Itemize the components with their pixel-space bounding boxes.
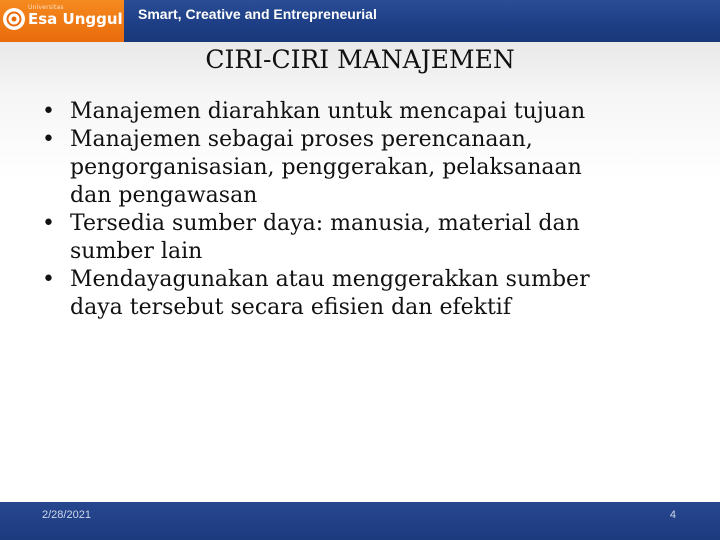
tagline: Smart, Creative and Entrepreneurial [138,6,377,22]
bullet-symbol: • [42,267,55,292]
page-number: 4 [669,509,676,521]
bullet-line: Manajemen sebagai proses perencanaan, [70,127,533,152]
university-label: Universitas [28,4,64,11]
bullet-symbol: • [42,127,55,152]
footer-bar [0,502,720,540]
logo-block [0,0,124,42]
bullet-list [42,98,690,322]
bullet-item [42,98,690,126]
bullet-line: Mendayagunakan atau menggerakkan sumber [70,267,590,292]
slide-title: CIRI-CIRI MANAJEMEN [205,45,515,74]
bullet-symbol: • [42,211,55,236]
logo-text: Esa Unggul [28,10,123,28]
bullet-item [42,210,690,266]
bullet-line: dan pengawasan [70,183,258,208]
header-bar [0,0,720,42]
footer-date: 2/28/2021 [42,509,91,521]
esa-unggul-emblem-icon [3,8,25,30]
bullet-line: Tersedia sumber daya: manusia, material dan [70,211,580,236]
bullet-item [42,266,690,322]
bullet-symbol: • [42,99,55,124]
bullet-line: Manajemen diarahkan untuk mencapai tujuan [70,99,586,124]
slide-body [0,42,720,502]
bullet-item [42,126,690,210]
bullet-line: sumber lain [70,239,203,264]
bullet-line: pengorganisasian, penggerakan, pelaksanaan [70,155,582,180]
bullet-line: daya tersebut secara efisien dan efektif [70,295,511,320]
